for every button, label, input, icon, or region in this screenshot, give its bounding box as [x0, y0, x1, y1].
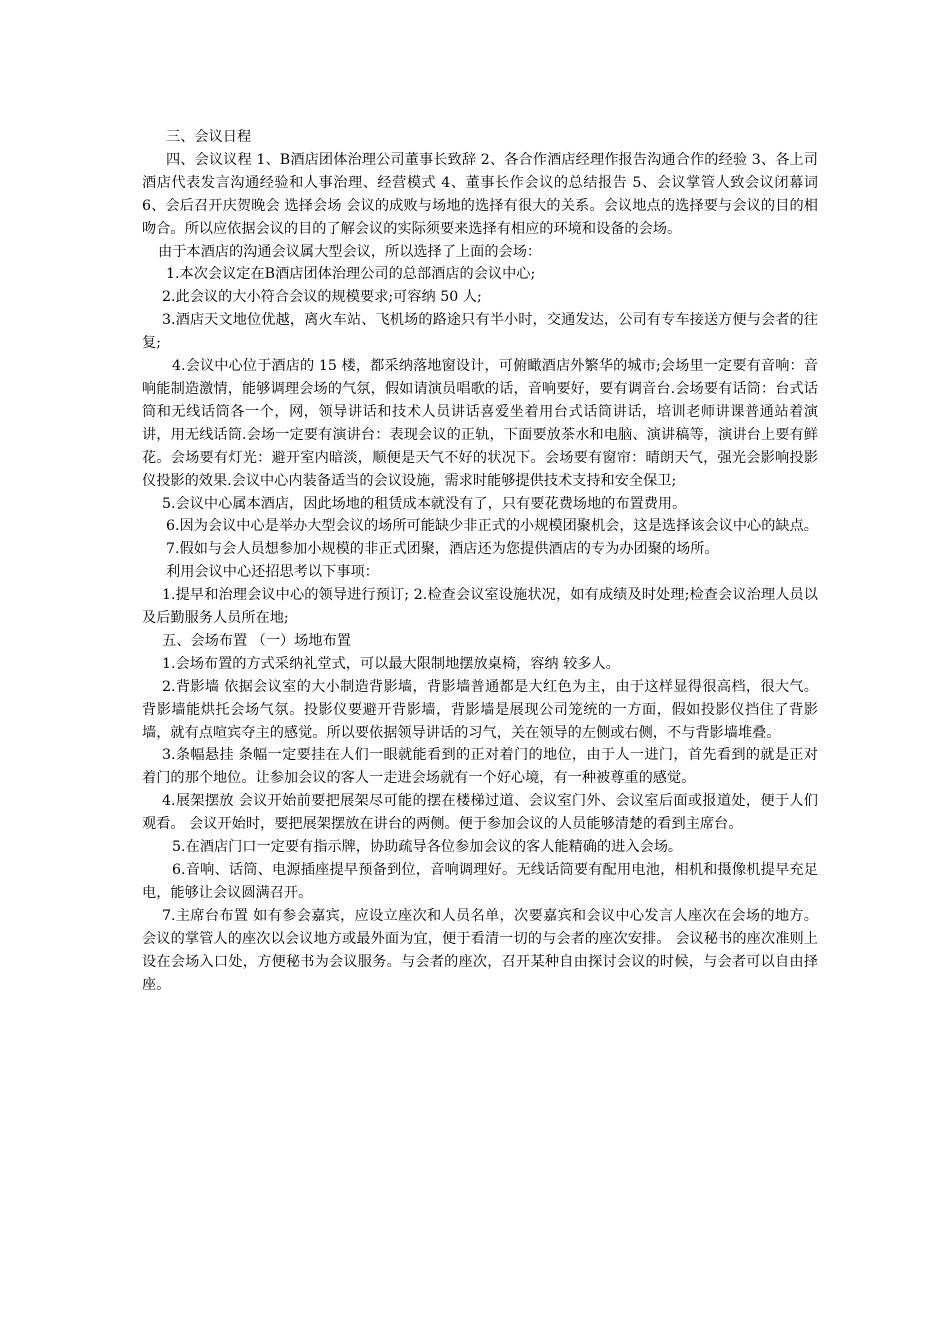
- list-item-venue-2: 2.此会议的大小符合会议的规模要求;可容纳 50 人;: [162, 289, 482, 306]
- heading-schedule: 三、会议日程: [166, 129, 252, 145]
- document-body: [142, 126, 818, 996]
- list-item-venue-4: 4.会议中心位于酒店的 15 楼，都采纳落地窗设计，可俯瞰酒店外繁华的城市;会场里一定要有音响：音响能制造激情，能够调理会场的气氛，假如请演员唱歌的话，音响要好，要有调音台.会场要有话筒：台式话筒和无线话筒各一个，网，领导讲话和技术人员讲话喜爱坐着用台式话筒讲话，培训老师讲课普通站着演讲，用无线话筒.会场一定要有演讲台：表现会议的正轨，下面要放茶水和电脑、演讲稿等，演讲台上要有鲜花。会场要有灯光：避开室内暗淡，顺便是天气不好的状况下。会场要有窗帘：晴朗天气，强光会影响投影仪投影的效果.会议中心内装备适当的会议设施，需求时能够提供技术支持和安全保卫;: [142, 358, 818, 489]
- list-item-layout-7: 7.主席台布置 如有参会嘉宾，应设立座次和人员名单，次要嘉宾和会议中心发言人座次在会场的地方。 会议的掌管人的座次以会议地方或最外面为宜，便于看清一切的与会者的座次安排。 会议秘书的座次准则上设在会场入口处，方便秘书为会议服务。与会者的座次，召开某种自由探讨会议的时候，与会者可以自由择座。: [142, 907, 818, 993]
- list-item-layout-1: 1.会场布置的方式采纳礼堂式，可以最大限制地摆放桌椅，容纳 较多人。: [162, 655, 620, 672]
- paragraph-considerations: 利用会议中心还招思考以下事项：: [166, 564, 379, 581]
- list-item-considerations: 1.提早和治理会议中心的领导进行预订; 2.检查会议室设施状况，如有成绩及时处理;检查会议治理人员以及后勤服务人员所在地;: [142, 587, 818, 627]
- list-item-venue-3: 3.酒店天文地位优越，离火车站、飞机场的路途只有半小时，交通发达，公司有专车接送方便与会者的往复;: [142, 312, 818, 352]
- list-item-venue-6: 6.因为会议中心是举办大型会议的场所可能缺少非正式的小规模团聚机会，这是选择该会议中心的缺点。: [166, 518, 818, 535]
- list-item-layout-6: 6.音响、话筒、电源插座提早预备到位，音响调理好。无线话筒要有配用电池，相机和摄像机提早充足电，能够让会议圆满召开。: [142, 862, 818, 901]
- list-item-venue-5: 5.会议中心属本酒店，因此场地的租赁成本就没有了，只有要花费场地的布置费用。: [162, 495, 687, 512]
- list-item-venue-7: 7.假如与会人员想参加小规模的非正式团聚，酒店还为您提供酒店的专为办团聚的场所。: [166, 541, 719, 558]
- list-item-venue-1: 1.本次会议定在B酒店团体治理公司的总部酒店的会议中心;: [166, 266, 536, 283]
- list-item-layout-4: 4.展架摆放 会议开始前要把展架尽可能的摆在楼梯过道、会议室门外、会议室后面或报道处，便于人们观看。 会议开始时，要把展架摆放在讲台的两侧。便于参加会议的人员能够清楚的看到主席台。: [142, 793, 818, 833]
- heading-layout: 五、会场布置 （一）场地布置: [162, 632, 351, 649]
- paragraph-agenda: 四、会议议程 1、B酒店团体治理公司董事长致辞 2、各合作酒店经理作报告沟通合作的经验 3、各上司酒店代表发言沟通经验和人事治理、经营模式 4、董事长作会议的总结报告 5、会议掌管人致会议闭幕词 6、会后召开庆贺晚会 选择会场 会议的成败与场地的选择有很大的关系。会议地点的选择要与会议的目的相吻合。所以应依据会议的目的了解会议的实际须要来选择有相应的环境和设备的会场。: [142, 151, 818, 237]
- list-item-layout-5: 5.在酒店门口一定要有指示牌，协助疏导各位参加会议的客人能精确的进入会场。: [172, 839, 683, 856]
- paragraph-venue-intro: 由于本酒店的沟通会议属大型会议，所以选择了上面的会场：: [158, 243, 542, 260]
- list-item-layout-3: 3.条幅悬挂 条幅一定要挂在人们一眼就能看到的正对着门的地位，由于人一进门，首先看到的就是正对着门的那个地位。让参加会议的客人一走进会场就有一个好心境，有一种被尊重的感觉。: [142, 747, 818, 787]
- list-item-layout-2: 2.背影墙 依据会议室的大小制造背影墙，背影墙普通都是大红色为主，由于这样显得很高档，很大气。背影墙能烘托会场气氛。投影仪要避开背影墙，背影墙是展现公司笼统的一方面，假如投影仪挡住了背影墙，就有点喧宾夺主的感觉。所以要依据领导讲话的习气，关在领导的左侧或右侧，不与背影墙堆叠。: [142, 678, 818, 741]
